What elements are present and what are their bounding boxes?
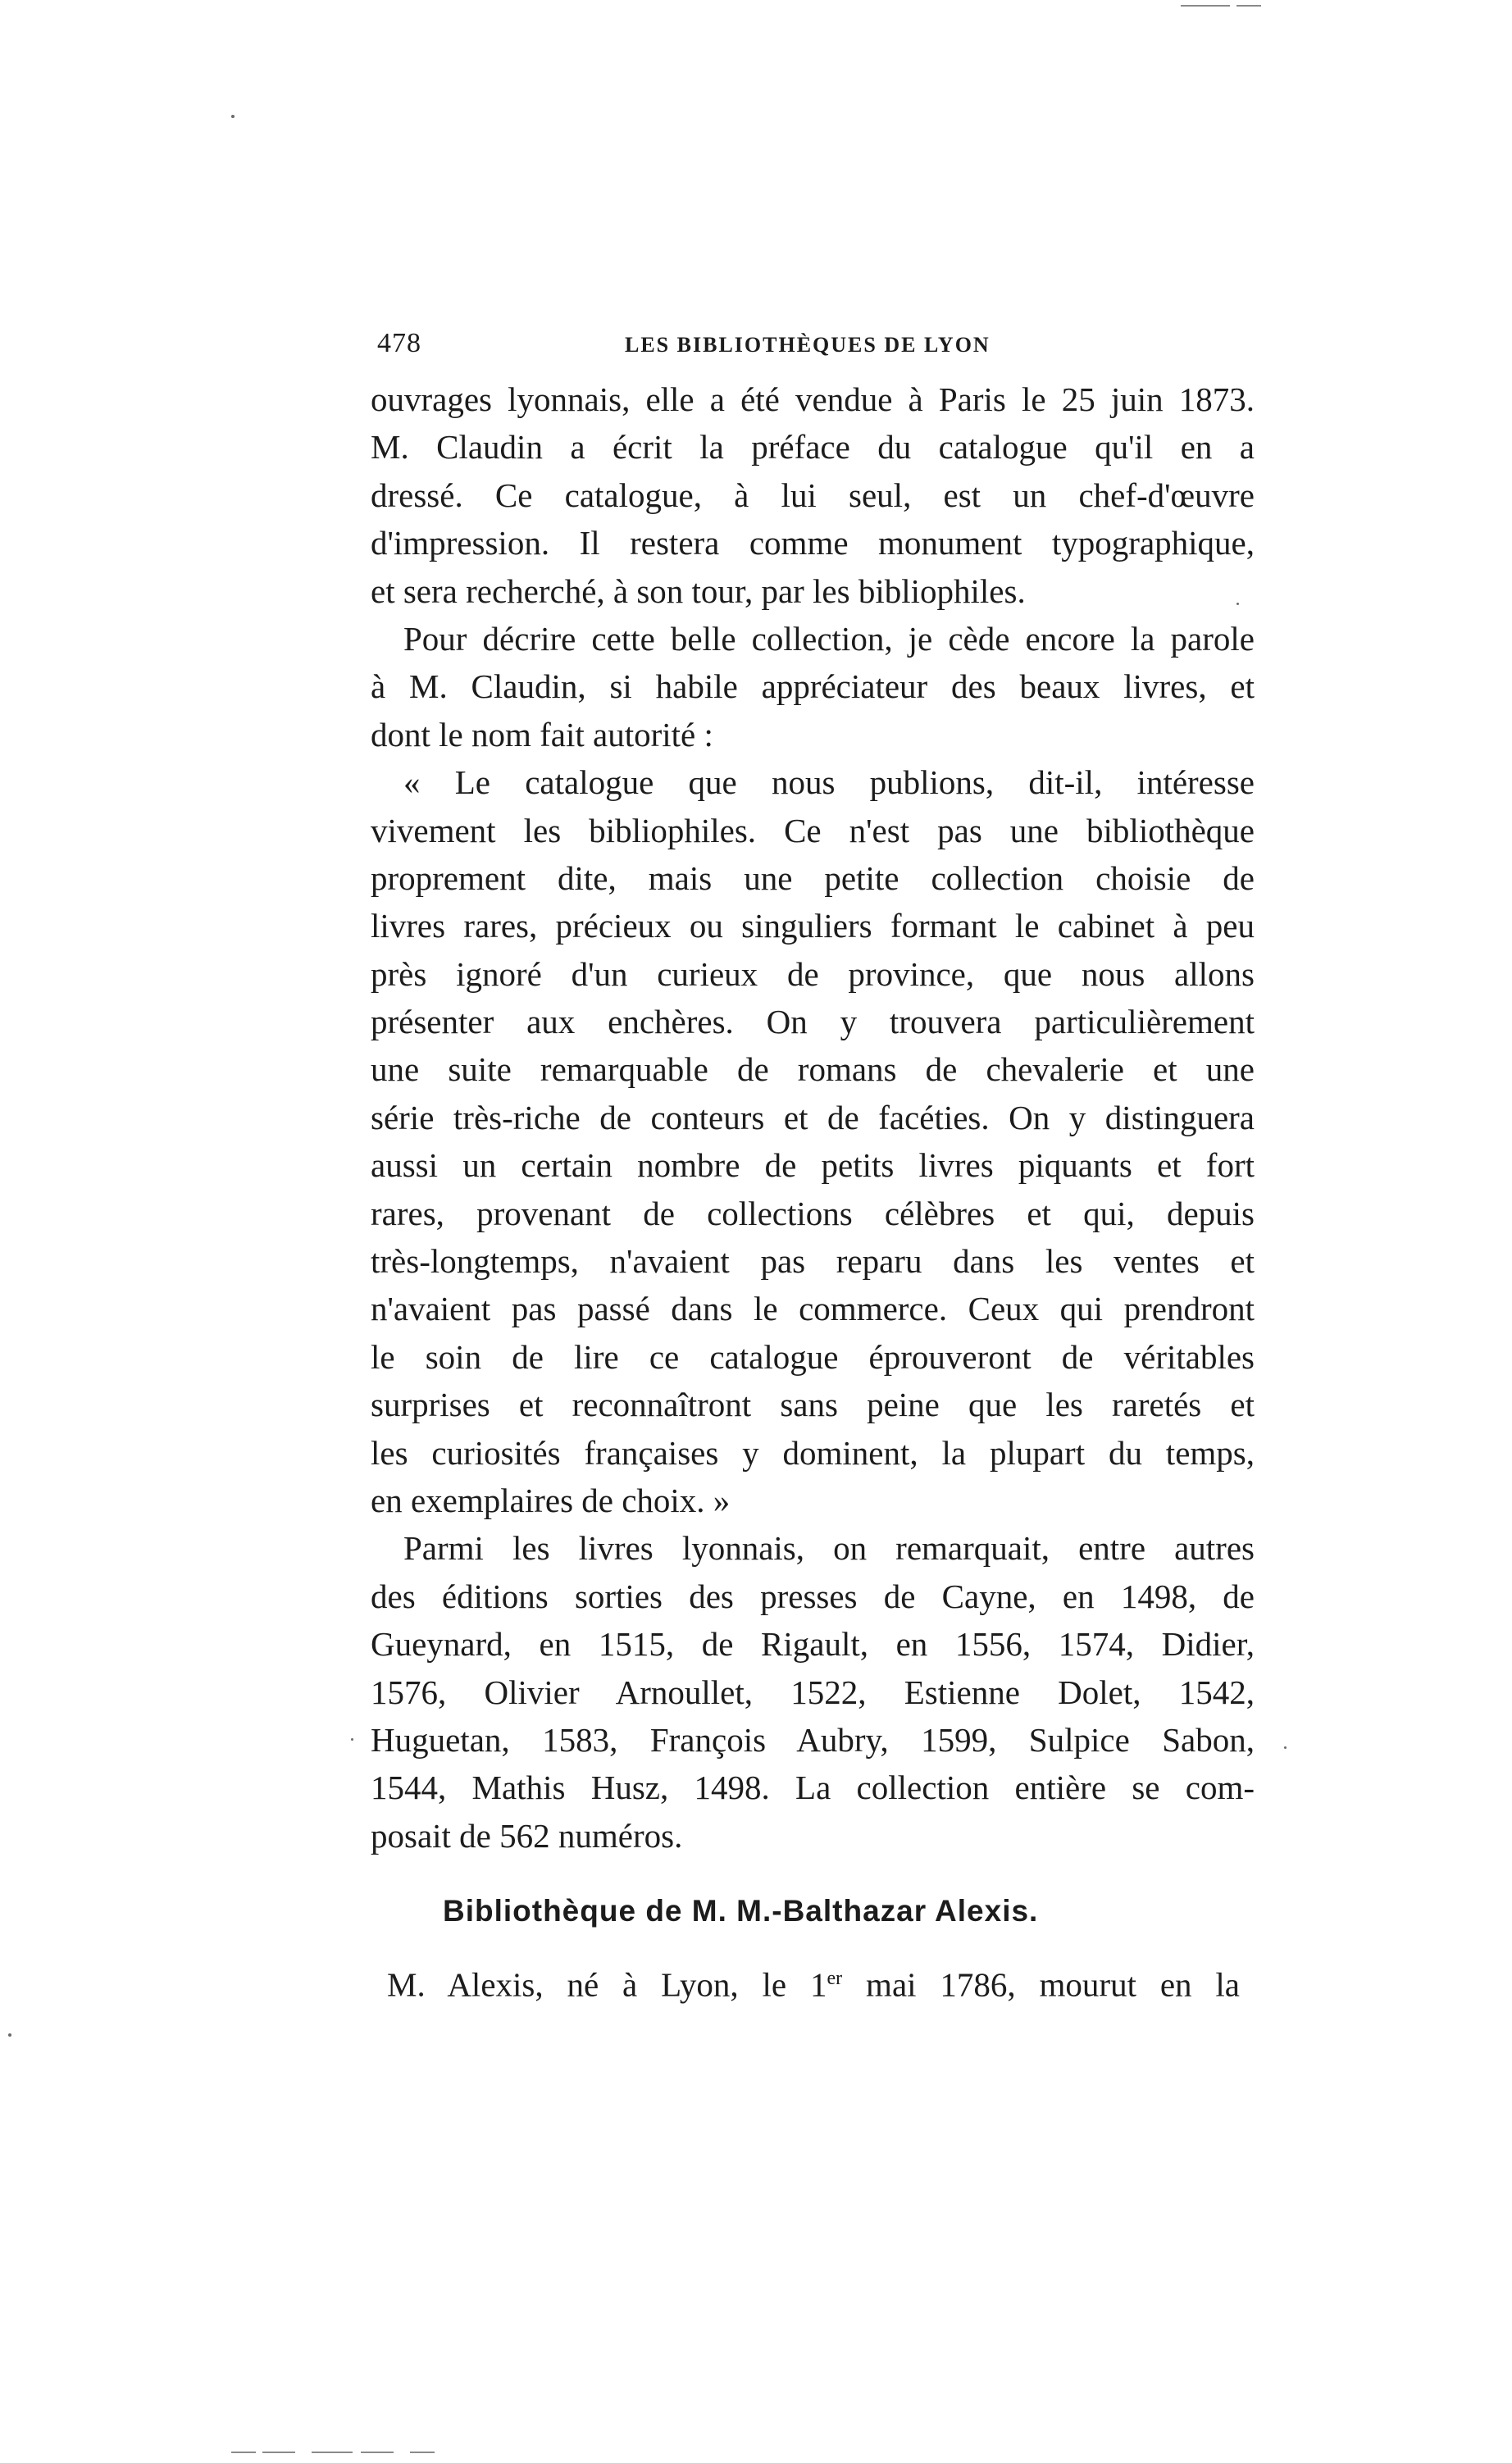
- text-line: « Le catalogue que nous publions, dit-il, intéresse: [403, 763, 1255, 802]
- page-number: 478: [377, 328, 421, 358]
- text-line: n'avaient pas passé dans le commerce. Ceux qui prendront: [371, 1290, 1255, 1328]
- text-line: près ignoré d'un curieux de province, que nous allons: [371, 954, 1255, 993]
- text-line: 1544, Mathis Husz, 1498. La collection entière se com-: [371, 1769, 1255, 1807]
- scan-dash: [231, 2452, 256, 2453]
- scan-speck: [231, 115, 235, 118]
- text-line: Gueynard, en 1515, de Rigault, en 1556, 1574, Didier,: [371, 1625, 1255, 1664]
- text-line: très-longtemps, n'avaient pas reparu dans les ventes et: [371, 1242, 1255, 1281]
- scan-speck: [8, 2033, 11, 2037]
- text-line: en exemplaires de choix. »: [371, 1481, 731, 1519]
- section-first-line-start: M. Alexis, né à Lyon, le 1: [387, 1965, 827, 2004]
- text-line: et sera recherché, à son tour, par les bibliophiles.: [371, 571, 1026, 610]
- text-line: livres rares, précieux ou singuliers formant le cabinet à peu: [371, 907, 1255, 945]
- scan-dash: [1236, 5, 1261, 7]
- scan-dash: [1181, 5, 1230, 7]
- text-line: proprement dite, mais une petite collection choisie de: [371, 858, 1255, 897]
- running-head: [377, 328, 1271, 369]
- scan-speck: [1236, 603, 1239, 605]
- scan-dash: [312, 2452, 353, 2453]
- text-line: dont le nom fait autorité :: [371, 715, 713, 753]
- text-line: ouvrages lyonnais, elle a été vendue à Paris le 25 juin 1873.: [371, 380, 1255, 418]
- text-line: vivement les bibliophiles. Ce n'est pas une bibliothèque: [371, 811, 1255, 849]
- text-line: les curiosités françaises y dominent, la plupart du temps,: [371, 1433, 1255, 1472]
- text-line: aussi un certain nombre de petits livres piquants et fort: [371, 1146, 1255, 1185]
- text-line: rares, provenant de collections célèbres et qui, depuis: [371, 1194, 1255, 1232]
- section-first-line: [387, 1955, 1240, 2002]
- section-heading: Bibliothèque de M. M.-Balthazar Alexis.: [443, 1894, 1039, 1928]
- text-line: dressé. Ce catalogue, à lui seul, est un chef-d'œuvre: [371, 476, 1255, 514]
- text-line: M. Claudin a écrit la préface du catalogue qu'il en a: [371, 428, 1255, 467]
- text-line: Huguetan, 1583, François Aubry, 1599, Sulpice Sabon,: [371, 1720, 1255, 1759]
- scan-speck: [1284, 1746, 1287, 1749]
- text-line: série très-riche de conteurs et de facéties. On y distinguera: [371, 1098, 1255, 1136]
- text-line: le soin de lire ce catalogue éprouveront de véritables: [371, 1337, 1255, 1376]
- scan-dash: [361, 2452, 394, 2453]
- body-text: [371, 376, 1255, 1860]
- text-line: Pour décrire cette belle collection, je cède encore la parole: [403, 619, 1255, 658]
- text-line: une suite remarquable de romans de chevalerie et une: [371, 1050, 1255, 1089]
- running-title: LES BIBLIOTHÈQUES DE LYON: [625, 333, 991, 357]
- text-line: Parmi les livres lyonnais, on remarquait, entre autres: [403, 1529, 1255, 1568]
- section-first-line-end: mai 1786, mourut en la: [842, 1965, 1240, 2004]
- text-line: présenter aux enchères. On y trouvera particulièrement: [371, 1003, 1255, 1041]
- text-line: à M. Claudin, si habile appréciateur des beaux livres, et: [371, 667, 1255, 706]
- text-line: des éditions sorties des presses de Cayne, en 1498, de: [371, 1577, 1255, 1615]
- ordinal-superscript: er: [827, 1968, 843, 1989]
- scan-speck: [351, 1738, 353, 1741]
- text-line: 1576, Olivier Arnoullet, 1522, Estienne Dolet, 1542,: [371, 1673, 1255, 1711]
- text-line: posait de 562 numéros.: [371, 1816, 683, 1855]
- text-line: surprises et reconnaîtront sans peine que les raretés et: [371, 1386, 1255, 1424]
- scan-dash: [262, 2452, 295, 2453]
- text-line: d'impression. Il restera comme monument typographique,: [371, 524, 1255, 562]
- scan-dash: [410, 2452, 435, 2453]
